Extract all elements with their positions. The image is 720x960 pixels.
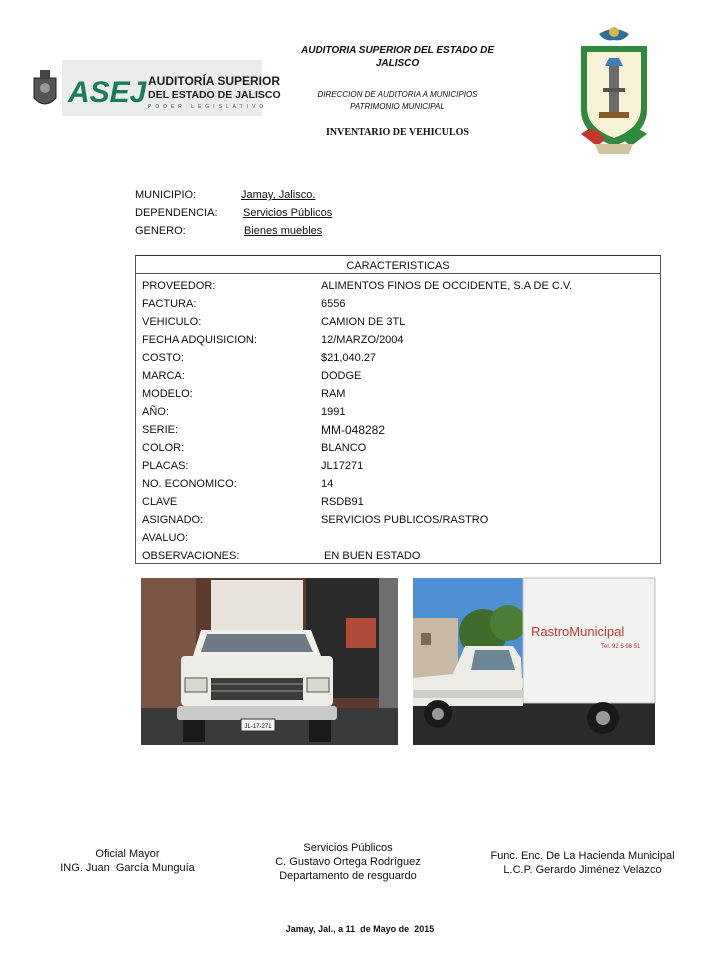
row-value: DODGE bbox=[321, 370, 362, 382]
row-value: 1991 bbox=[321, 406, 346, 418]
plate-text: JL-17-271 bbox=[244, 724, 272, 730]
table-row bbox=[142, 386, 652, 402]
table-row bbox=[142, 494, 652, 510]
asej-acronym: ASEJ bbox=[68, 76, 147, 109]
vehicle-photo-front bbox=[141, 578, 398, 745]
row-label: OBSERVACIONES: bbox=[142, 550, 240, 562]
genero-value: Bienes muebles bbox=[244, 225, 323, 237]
table-row bbox=[142, 422, 652, 438]
row-value: 14 bbox=[321, 478, 334, 490]
table-row bbox=[142, 368, 652, 384]
row-label: NO. ECONOMICO: bbox=[142, 478, 237, 490]
jalisco-shield-icon bbox=[34, 70, 56, 104]
table-row bbox=[142, 314, 652, 330]
dependencia-value: Servicios Públicos bbox=[243, 207, 333, 219]
sig-left-line2: ING. Juan García Munguía bbox=[60, 862, 195, 874]
row-label: VEHICULO: bbox=[142, 316, 202, 328]
row-value: 12/MARZO/2004 bbox=[321, 334, 404, 346]
table-row bbox=[142, 278, 652, 294]
asej-name-line2: DEL ESTADO DE JALISCO bbox=[148, 89, 281, 101]
sig-center-line3: Departamento de resguardo bbox=[279, 870, 417, 882]
sig-left-line1: Oficial Mayor bbox=[95, 848, 160, 860]
header-title-line1: AUDITORIA SUPERIOR DEL ESTADO DE bbox=[301, 45, 494, 56]
genero-label: GENERO: bbox=[135, 225, 186, 237]
municipio-row bbox=[135, 188, 316, 203]
row-label: ASIGNADO: bbox=[142, 514, 204, 526]
row-value: EN BUEN ESTADO bbox=[321, 550, 421, 562]
sig-center-line1: Servicios Públicos bbox=[303, 842, 393, 854]
row-label: COSTO: bbox=[142, 352, 184, 364]
municipio-label: MUNICIPIO: bbox=[135, 189, 197, 201]
row-label: SERIE: bbox=[142, 424, 179, 436]
row-value: MM-048282 bbox=[321, 423, 386, 437]
row-label: COLOR: bbox=[142, 442, 185, 454]
genero-row bbox=[135, 224, 323, 239]
table-row bbox=[142, 548, 652, 564]
footer-date: Jamay, Jal., a 11 de Mayo de 2015 bbox=[285, 924, 435, 934]
municipal-crest-icon bbox=[575, 22, 653, 158]
dependencia-row bbox=[135, 206, 333, 221]
row-label: AÑO: bbox=[142, 406, 169, 418]
sig-center-line2: C. Gustavo Ortega Rodríguez bbox=[275, 856, 421, 868]
table-row bbox=[142, 530, 652, 546]
header-direction-line2: PATRIMONIO MUNICIPAL bbox=[350, 102, 445, 111]
signature-hacienda bbox=[470, 849, 695, 877]
row-value: RSDB91 bbox=[321, 496, 364, 508]
header-title-line2: JALISCO bbox=[375, 58, 420, 69]
row-value: RAM bbox=[321, 388, 346, 400]
row-label: MARCA: bbox=[142, 370, 185, 382]
signature-servicios-publicos bbox=[248, 841, 448, 883]
truck-side-phone: Tel. 92 5 98 51 bbox=[601, 644, 641, 650]
document-header bbox=[270, 44, 525, 138]
row-label: PLACAS: bbox=[142, 460, 189, 472]
row-value: BLANCO bbox=[321, 442, 367, 454]
signature-oficial-mayor bbox=[40, 847, 215, 875]
row-value: ALIMENTOS FINOS DE OCCIDENTE, S.A DE C.V. bbox=[321, 280, 573, 292]
row-label: MODELO: bbox=[142, 388, 193, 400]
table-row bbox=[142, 404, 652, 420]
row-label: FACTURA: bbox=[142, 298, 197, 310]
row-label: AVALUO: bbox=[142, 532, 189, 544]
truck-side-text: RastroMunicipal bbox=[531, 624, 625, 639]
table-row bbox=[142, 332, 652, 348]
characteristics-table bbox=[135, 255, 661, 564]
table-row bbox=[142, 476, 652, 492]
sig-right-line2: L.C.P. Gerardo Jiménez Velazco bbox=[503, 864, 662, 876]
table-row bbox=[142, 512, 652, 528]
row-value: 6556 bbox=[321, 298, 346, 310]
row-label: PROVEEDOR: bbox=[142, 280, 216, 292]
row-label: CLAVE bbox=[142, 496, 178, 508]
table-row bbox=[142, 458, 652, 474]
table-row bbox=[142, 440, 652, 456]
municipio-value: Jamay, Jalisco. bbox=[241, 189, 316, 201]
dependencia-label: DEPENDENCIA: bbox=[135, 207, 218, 219]
row-label: FECHA ADQUISICION: bbox=[142, 334, 257, 346]
vehicle-photo-side bbox=[413, 578, 655, 745]
characteristics-heading: CARACTERISTICAS bbox=[136, 256, 660, 274]
header-direction-line1: DIRECCION DE AUDITORIA A MUNICIPIOS bbox=[317, 90, 478, 99]
row-value: SERVICIOS PUBLICOS/RASTRO bbox=[321, 514, 489, 526]
row-value: CAMION DE 3TL bbox=[321, 316, 406, 328]
inventory-title: INVENTARIO DE VEHICULOS bbox=[326, 127, 469, 138]
row-value: $21,040.27 bbox=[321, 352, 377, 364]
asej-logo bbox=[28, 60, 281, 116]
sig-right-line1: Func. Enc. De La Hacienda Municipal bbox=[490, 850, 675, 862]
asej-name-line1: AUDITORÍA SUPERIOR bbox=[148, 74, 281, 88]
row-value: JL17271 bbox=[321, 460, 364, 472]
table-row bbox=[142, 296, 652, 312]
asej-tagline: PODER LEGISLATIVO bbox=[148, 104, 268, 110]
table-row bbox=[142, 350, 652, 366]
